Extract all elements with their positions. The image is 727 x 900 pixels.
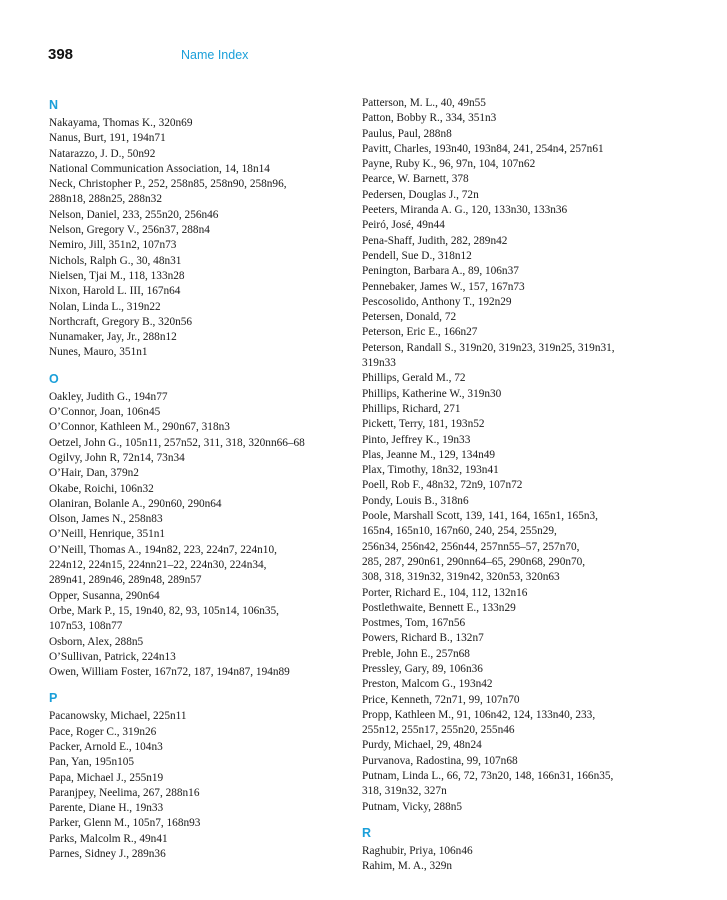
index-entry <box>362 601 662 616</box>
entry-text: Pace, Roger C., 319n26 <box>49 725 157 738</box>
index-entry <box>362 448 662 463</box>
entry-text: Nelson, Gregory V., 256n37, 288n4 <box>49 224 210 237</box>
entry-continuation: 288n18, 288n25, 288n32 <box>49 193 162 206</box>
index-entry <box>49 497 349 512</box>
index-entry <box>49 801 349 816</box>
index-entry <box>362 111 662 126</box>
index-entry <box>362 341 662 372</box>
entry-continuation: 165n4, 165n10, 167n60, 240, 254, 255n29, <box>362 525 557 538</box>
index-entry <box>49 482 349 497</box>
entry-text: Owen, William Foster, 167n72, 187, 194n87, 194n89 <box>49 666 290 679</box>
entry-text: O’Neill, Henrique, 351n1 <box>49 528 166 541</box>
entry-text: Putnam, Linda L., 66, 72, 73n20, 148, 166n31, 166n35, <box>362 770 614 783</box>
entry-text: Packer, Arnold E., 104n3 <box>49 740 163 753</box>
index-entry <box>49 238 349 253</box>
index-entry <box>49 709 349 724</box>
index-entry <box>362 677 662 692</box>
index-entry <box>49 162 349 177</box>
entry-text: Powers, Richard B., 132n7 <box>362 632 484 645</box>
entry-text: Nakayama, Thomas K., 320n69 <box>49 117 193 129</box>
index-entry <box>49 420 349 435</box>
index-entry <box>362 769 662 800</box>
entry-text: Nunes, Mauro, 351n1 <box>49 346 148 359</box>
entry-text: Ogilvy, John R, 72n14, 73n34 <box>49 451 185 464</box>
entry-text: O’Hair, Dan, 379n2 <box>49 467 139 480</box>
index-entry <box>362 172 662 187</box>
entry-text: Phillips, Katherine W., 319n30 <box>362 387 502 400</box>
entry-text: Olaniran, Bolanle A., 290n60, 290n64 <box>49 497 222 510</box>
running-head: Name Index <box>181 48 249 62</box>
entry-text: Nixon, Harold L. III, 167n64 <box>49 285 181 298</box>
entry-text: Papa, Michael J., 255n19 <box>49 771 164 784</box>
index-entry <box>49 527 349 542</box>
index-entry <box>362 127 662 142</box>
index-section <box>362 824 662 875</box>
index-entry <box>49 512 349 527</box>
index-entry <box>362 708 662 739</box>
entry-text: Propp, Kathleen M., 91, 106n42, 124, 133n40, 233, <box>362 708 596 721</box>
index-entry <box>49 269 349 284</box>
entry-continuation: 289n41, 289n46, 289n48, 289n57 <box>49 574 202 587</box>
section-letter: N <box>49 98 59 112</box>
index-entry <box>49 832 349 847</box>
index-entry <box>362 280 662 295</box>
entry-continuation: 285, 287, 290n61, 290nn64–65, 290n68, 290n70, <box>362 555 586 568</box>
entry-text: Neck, Christopher P., 252, 258n85, 258n90, 258n96, <box>49 178 287 191</box>
entry-text: O’Connor, Joan, 106n45 <box>49 406 161 419</box>
index-entry <box>362 157 662 172</box>
entry-text: Pickett, Terry, 181, 193n52 <box>362 418 485 431</box>
entry-text: Phillips, Gerald M., 72 <box>362 372 466 385</box>
index-entry <box>49 543 349 589</box>
entry-text: Postmes, Tom, 167n56 <box>362 617 466 630</box>
index-entry <box>49 635 349 650</box>
index-entry <box>362 218 662 233</box>
index-entry <box>49 466 349 481</box>
index-entry <box>49 451 349 466</box>
index-entry <box>49 405 349 420</box>
entry-text: Olson, James N., 258n83 <box>49 513 163 526</box>
entry-text: Phillips, Richard, 271 <box>362 402 461 415</box>
index-entry <box>362 693 662 708</box>
index-entry <box>362 402 662 417</box>
index-entry <box>49 208 349 223</box>
entry-text: Pendell, Sue D., 318n12 <box>362 249 472 262</box>
index-entry <box>362 478 662 493</box>
entry-text: Peeters, Miranda A. G., 120, 133n30, 133n36 <box>362 204 568 217</box>
index-entry <box>49 147 349 162</box>
index-entry <box>362 142 662 157</box>
index-entry <box>362 371 662 386</box>
entry-text: Patterson, M. L., 40, 49n55 <box>362 97 486 109</box>
section-letter: P <box>49 691 58 706</box>
index-entry <box>49 755 349 770</box>
index-entry <box>362 96 662 111</box>
section-letter: O <box>49 371 59 386</box>
index-entry <box>49 816 349 831</box>
index-entry <box>49 315 349 330</box>
entry-text: Postlethwaite, Bennett E., 133n29 <box>362 601 516 614</box>
index-entry <box>49 847 349 862</box>
entry-text: Purvanova, Radostina, 99, 107n68 <box>362 754 518 767</box>
index-entry <box>362 249 662 264</box>
index-entry <box>362 433 662 448</box>
entry-continuation: 318, 319n32, 327n <box>362 785 447 798</box>
entry-text: National Communication Association, 14, 18n14 <box>49 162 270 175</box>
index-entry <box>362 188 662 203</box>
index-entry <box>49 436 349 451</box>
entry-continuation: 255n12, 255n17, 255n20, 255n46 <box>362 724 515 737</box>
entry-text: Preble, John E., 257n68 <box>362 647 470 660</box>
entry-text: Payne, Ruby K., 96, 97n, 104, 107n62 <box>362 158 536 171</box>
page-number: 398 <box>48 46 74 63</box>
entry-text: Peterson, Randall S., 319n20, 319n23, 319n25, 319n31, <box>362 341 615 354</box>
entry-text: Parker, Glenn M., 105n7, 168n93 <box>49 817 201 830</box>
entry-text: Plas, Jeanne M., 129, 134n49 <box>362 448 496 461</box>
entry-text: Northcraft, Gregory B., 320n56 <box>49 315 193 328</box>
index-section <box>49 370 349 681</box>
entry-text: Oakley, Judith G., 194n77 <box>49 390 168 403</box>
entry-text: Parente, Diane H., 19n33 <box>49 802 164 815</box>
index-entry <box>362 463 662 478</box>
index-entry <box>49 390 349 405</box>
entry-text: Parks, Malcolm R., 49n41 <box>49 832 168 845</box>
index-entry <box>49 300 349 315</box>
entry-continuation: 308, 318, 319n32, 319n42, 320n53, 320n63 <box>362 571 560 584</box>
entry-text: Okabe, Roichi, 106n32 <box>49 482 154 495</box>
index-section <box>362 96 662 815</box>
entry-text: Plax, Timothy, 18n32, 193n41 <box>362 464 499 477</box>
entry-text: Nichols, Ralph G., 30, 48n31 <box>49 254 182 267</box>
entry-text: Price, Kenneth, 72n71, 99, 107n70 <box>362 693 520 706</box>
index-entry <box>362 203 662 218</box>
index-entry <box>362 631 662 646</box>
index-entry <box>49 725 349 740</box>
entry-text: Putnam, Vicky, 288n5 <box>362 800 463 813</box>
index-entry <box>362 844 662 859</box>
index-entry <box>49 604 349 635</box>
entry-text: Opper, Susanna, 290n64 <box>49 589 160 602</box>
entry-text: Pacanowsky, Michael, 225n11 <box>49 710 187 723</box>
entry-text: O’Connor, Kathleen M., 290n67, 318n3 <box>49 421 230 434</box>
entry-text: O’Neill, Thomas A., 194n82, 223, 224n7, 224n10, <box>49 543 277 556</box>
index-entry <box>362 310 662 325</box>
index-entry <box>362 647 662 662</box>
entry-text: Penington, Barbara A., 89, 106n37 <box>362 265 519 278</box>
entry-text: Pearce, W. Barnett, 378 <box>362 173 469 186</box>
entry-text: Oetzel, John G., 105n11, 257n52, 311, 318, 320nn66–68 <box>49 436 305 449</box>
index-entry <box>362 295 662 310</box>
index-entry <box>362 754 662 769</box>
entry-continuation: 224n12, 224n15, 224nn21–22, 224n30, 224n34, <box>49 559 267 572</box>
index-entry <box>49 284 349 299</box>
index-entry <box>362 586 662 601</box>
index-entry <box>362 738 662 753</box>
index-entry <box>49 223 349 238</box>
entry-text: O’Sullivan, Patrick, 224n13 <box>49 650 176 663</box>
entry-text: Natarazzo, J. D., 50n92 <box>49 147 156 160</box>
entry-text: Pinto, Jeffrey K., 19n33 <box>362 433 471 446</box>
index-entry <box>362 325 662 340</box>
index-entry <box>362 234 662 249</box>
entry-text: Orbe, Mark P., 15, 19n40, 82, 93, 105n14, 106n35, <box>49 604 280 617</box>
entry-text: Preston, Malcom G., 193n42 <box>362 678 493 691</box>
section-letter: R <box>362 825 372 840</box>
entry-text: Nelson, Daniel, 233, 255n20, 256n46 <box>49 208 219 221</box>
index-column-left <box>49 96 349 871</box>
entry-text: Pena-Shaff, Judith, 282, 289n42 <box>362 234 508 247</box>
index-column-right <box>362 96 662 884</box>
entry-text: Pavitt, Charles, 193n40, 193n84, 241, 254n4, 257n61 <box>362 142 604 155</box>
index-entry <box>362 800 662 815</box>
entry-text: Nanus, Burt, 191, 194n71 <box>49 132 166 145</box>
entry-text: Raghubir, Priya, 106n46 <box>362 844 473 857</box>
entry-text: Nielsen, Tjai M., 118, 133n28 <box>49 269 185 282</box>
entry-continuation: 319n33 <box>362 357 396 370</box>
entry-text: Poell, Rob F., 48n32, 72n9, 107n72 <box>362 479 523 492</box>
entry-continuation: 107n53, 108n77 <box>49 620 123 633</box>
index-entry <box>362 417 662 432</box>
index-entry <box>362 494 662 509</box>
entry-text: Pan, Yan, 195n105 <box>49 756 135 769</box>
index-entry <box>362 509 662 585</box>
entry-text: Osborn, Alex, 288n5 <box>49 635 144 648</box>
entry-text: Pondy, Louis B., 318n6 <box>362 494 469 507</box>
index-entry <box>362 387 662 402</box>
entry-text: Patton, Bobby R., 334, 351n3 <box>362 112 497 125</box>
index-section <box>49 96 349 361</box>
entry-text: Pescosolido, Anthony T., 192n29 <box>362 295 512 308</box>
index-entry <box>49 665 349 680</box>
entry-text: Nolan, Linda L., 319n22 <box>49 300 161 313</box>
index-entry <box>362 616 662 631</box>
entry-text: Pedersen, Douglas J., 72n <box>362 188 479 201</box>
entry-text: Poole, Marshall Scott, 139, 141, 164, 165n1, 165n3, <box>362 510 598 523</box>
entry-continuation: 256n34, 256n42, 256n44, 257nn55–57, 257n70, <box>362 540 580 553</box>
index-entry <box>49 116 349 131</box>
entry-text: Rahim, M. A., 329n <box>362 860 453 873</box>
index-entry <box>49 345 349 360</box>
index-entry <box>49 740 349 755</box>
index-section <box>49 689 349 862</box>
entry-text: Nunamaker, Jay, Jr., 288n12 <box>49 331 177 344</box>
index-entry <box>362 264 662 279</box>
index-entry <box>49 131 349 146</box>
entry-text: Petersen, Donald, 72 <box>362 311 457 324</box>
entry-text: Peiró, José, 49n44 <box>362 219 445 232</box>
index-entry <box>49 589 349 604</box>
index-entry <box>49 330 349 345</box>
entry-text: Pressley, Gary, 89, 106n36 <box>362 662 483 675</box>
index-entry <box>49 177 349 208</box>
entry-text: Porter, Richard E., 104, 112, 132n16 <box>362 586 528 599</box>
index-entry <box>49 771 349 786</box>
entry-text: Paranjpey, Neelima, 267, 288n16 <box>49 786 200 799</box>
entry-text: Peterson, Eric E., 166n27 <box>362 326 478 339</box>
index-entry <box>49 786 349 801</box>
entry-text: Parnes, Sidney J., 289n36 <box>49 848 166 861</box>
entry-text: Nemiro, Jill, 351n2, 107n73 <box>49 239 177 252</box>
index-entry <box>49 254 349 269</box>
index-entry <box>362 859 662 874</box>
index-entry <box>49 650 349 665</box>
entry-text: Purdy, Michael, 29, 48n24 <box>362 739 482 752</box>
entry-text: Pennebaker, James W., 157, 167n73 <box>362 280 525 293</box>
index-entry <box>362 662 662 677</box>
entry-text: Paulus, Paul, 288n8 <box>362 127 452 140</box>
